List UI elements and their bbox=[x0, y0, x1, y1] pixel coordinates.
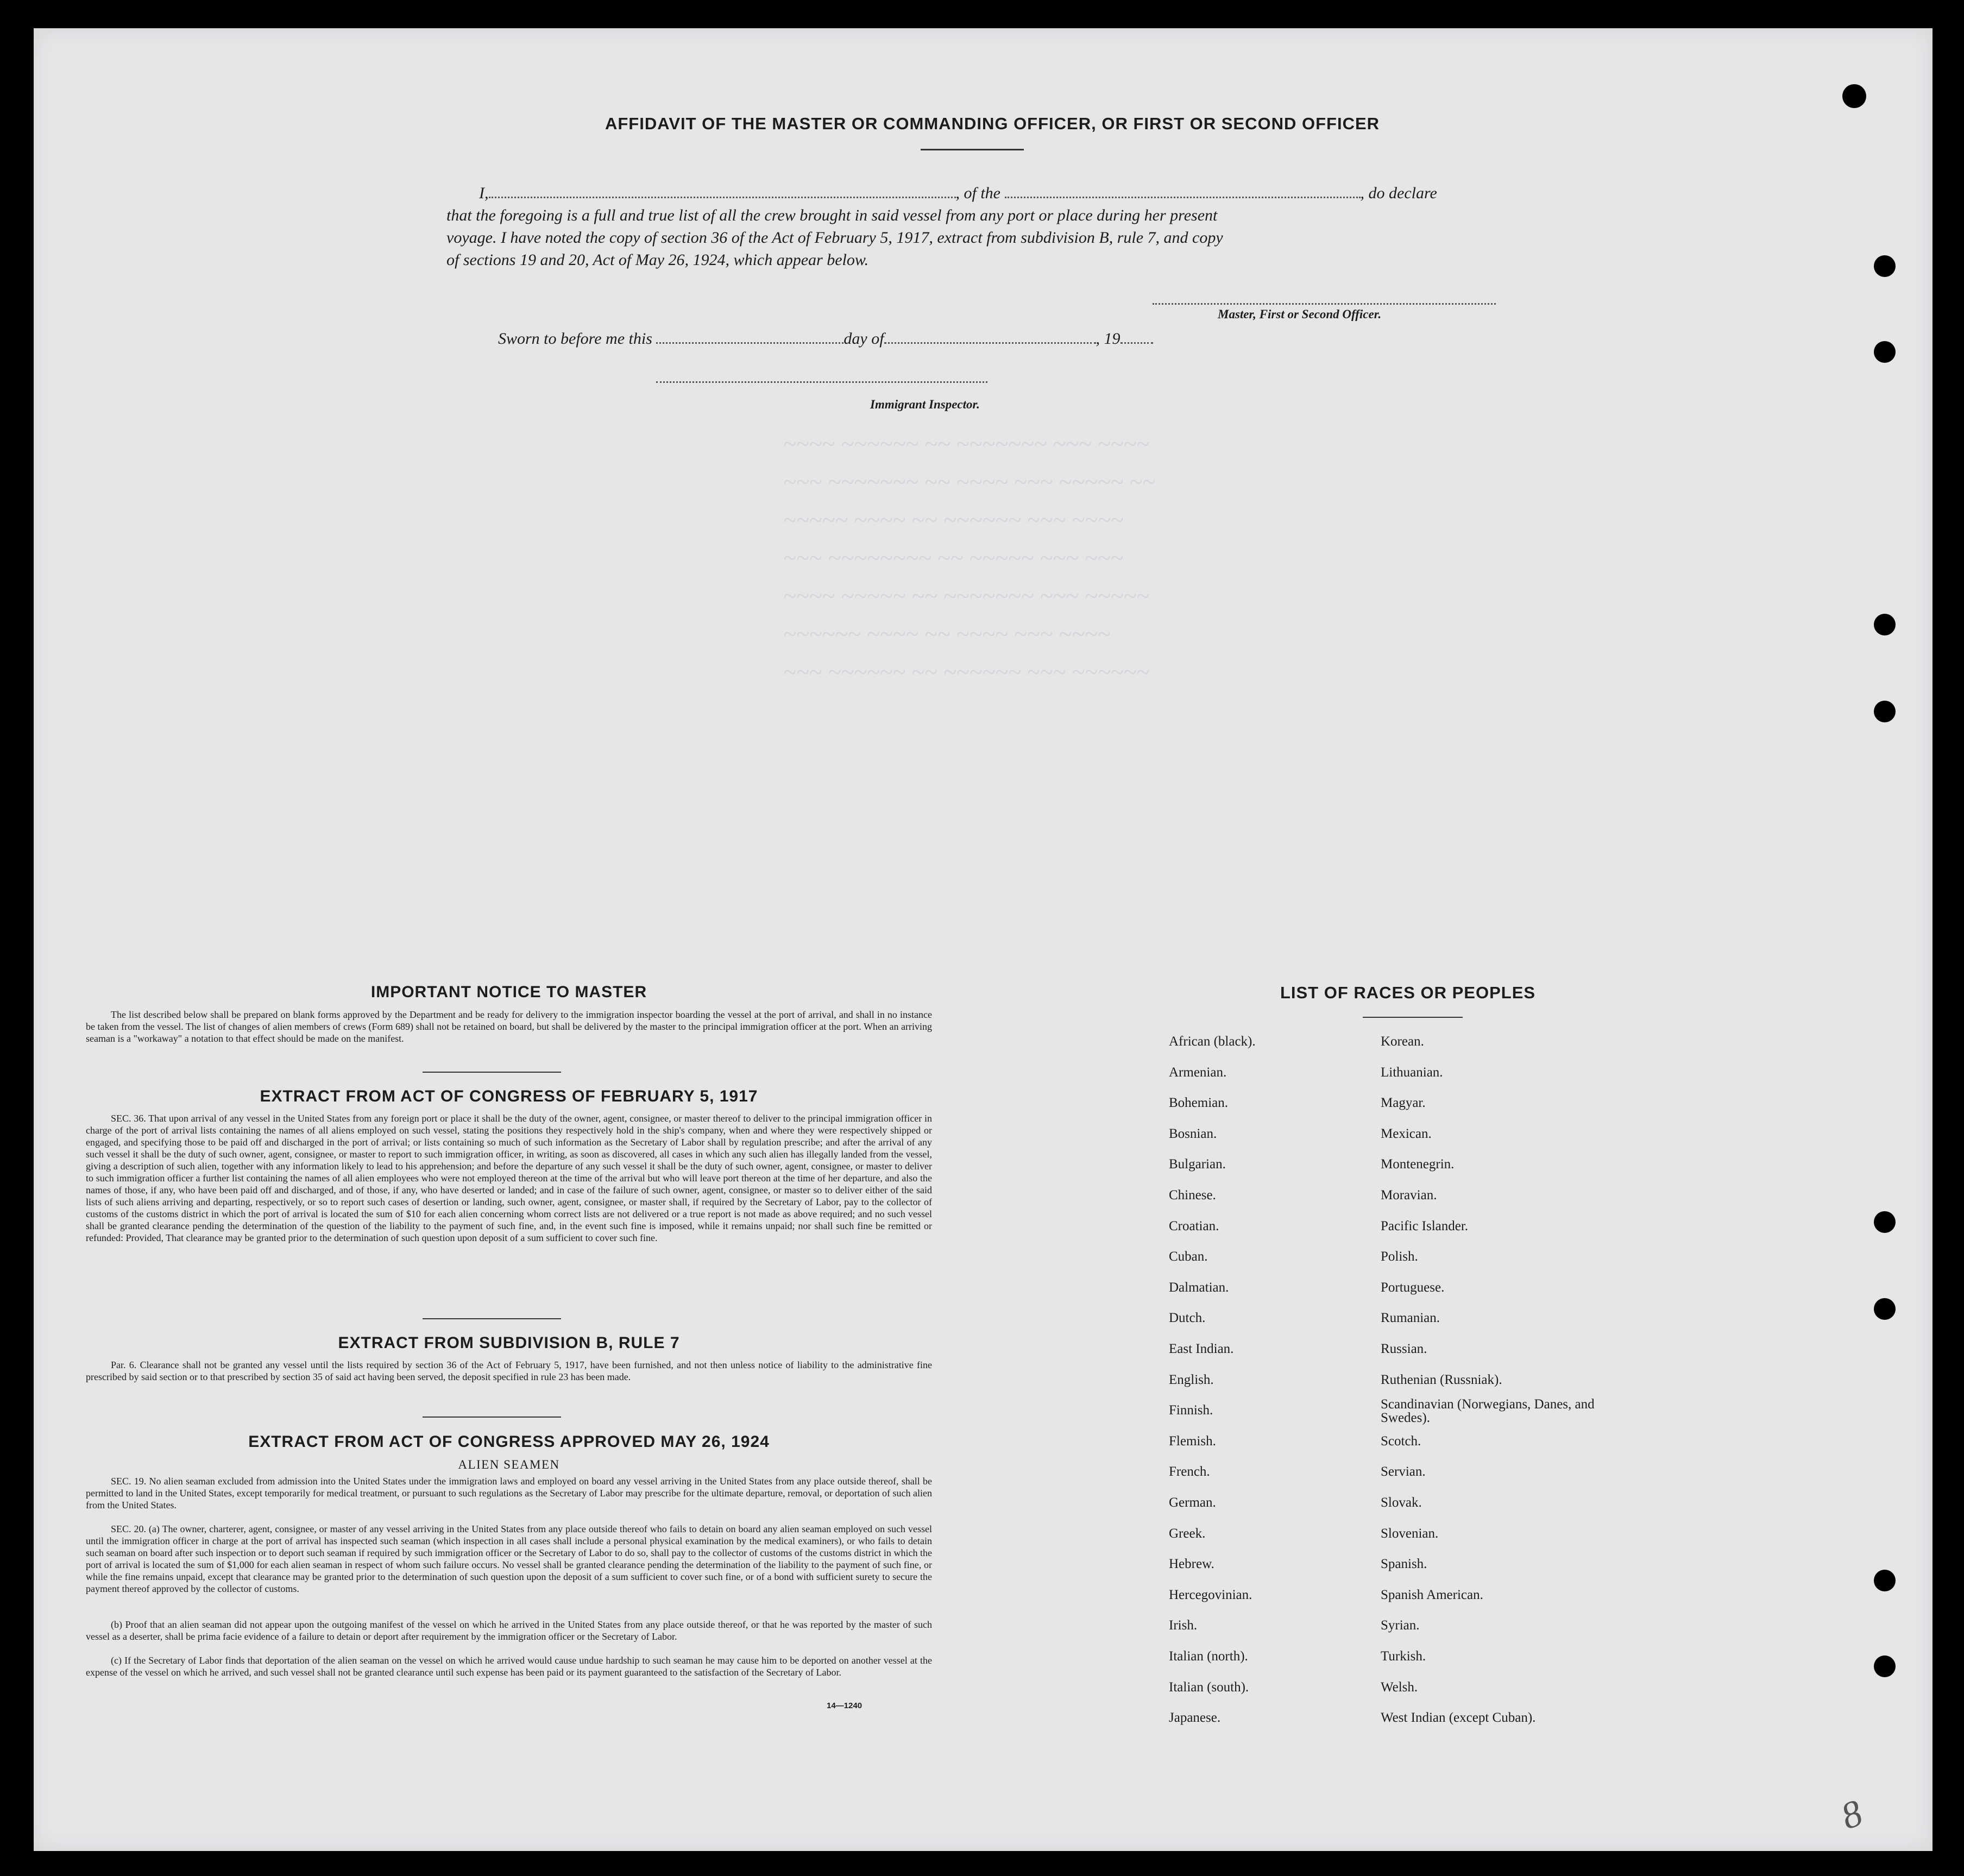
binder-hole bbox=[1874, 341, 1896, 363]
race-item: Japanese. bbox=[1169, 1710, 1221, 1726]
binder-hole bbox=[1842, 84, 1866, 108]
affidavit-title: AFFIDAVIT OF THE MASTER OR COMMANDING OFFICER, OR FIRST OR SECOND OFFICER bbox=[605, 114, 1380, 133]
race-item: Flemish. bbox=[1169, 1433, 1216, 1449]
sworn-month-blank[interactable] bbox=[884, 342, 1096, 344]
extract-1924-subtitle: ALIEN SEAMEN bbox=[458, 1458, 560, 1471]
page-number-mark: 8 bbox=[1835, 1792, 1868, 1838]
sworn-year-blank[interactable] bbox=[1121, 342, 1153, 344]
year-prefix: , 19 bbox=[1096, 330, 1121, 348]
affidavit-i: I, bbox=[479, 184, 489, 202]
bleed-through-text: ~~~~ ~~~~~~ ~~ ~~~~~~~ ~~~ ~~~~ bbox=[783, 431, 1149, 457]
race-item: Moravian. bbox=[1381, 1188, 1437, 1203]
bleed-through-text: ~~~ ~~~~~~ ~~ ~~~~~~ ~~~ ~~~~~~ bbox=[783, 659, 1149, 685]
race-item: German. bbox=[1169, 1495, 1216, 1510]
title-divider bbox=[921, 149, 1024, 150]
affidavit-do-declare: , do declare bbox=[1360, 184, 1437, 202]
race-item: Spanish American. bbox=[1381, 1587, 1483, 1602]
affidavit-line-2: that the foregoing is a full and true list of all the crew brought in said vessel from any port or place during her present bbox=[446, 206, 1218, 224]
race-item: Scotch. bbox=[1381, 1433, 1421, 1449]
race-item: Spanish. bbox=[1381, 1557, 1427, 1572]
race-item: West Indian (except Cuban). bbox=[1381, 1710, 1536, 1726]
race-item: Chinese. bbox=[1169, 1188, 1216, 1203]
race-item: Irish. bbox=[1169, 1618, 1198, 1633]
race-item: Hercegovinian. bbox=[1169, 1587, 1252, 1602]
race-item: Italian (north). bbox=[1169, 1649, 1248, 1664]
affidavit-line-3: voyage. I have noted the copy of section 36 of the Act of February 5, 1917, extract from subdivision B, rule 7, and copy bbox=[446, 229, 1223, 247]
race-item: Bohemian. bbox=[1169, 1096, 1229, 1111]
subdivision-b-title: EXTRACT FROM SUBDIVISION B, RULE 7 bbox=[338, 1334, 680, 1352]
race-item: Italian (south). bbox=[1169, 1679, 1249, 1695]
binder-hole bbox=[1874, 1298, 1896, 1320]
sworn-day-blank[interactable] bbox=[656, 342, 843, 344]
race-item: Dalmatian. bbox=[1169, 1280, 1229, 1295]
race-item: Portuguese. bbox=[1381, 1280, 1445, 1295]
race-item: English. bbox=[1169, 1372, 1214, 1387]
name-blank[interactable] bbox=[489, 197, 956, 198]
affidavit-line-1 bbox=[446, 182, 1437, 204]
race-item: Hebrew. bbox=[1169, 1557, 1214, 1572]
race-item: East Indian. bbox=[1169, 1342, 1234, 1356]
sworn-text: Sworn to before me this bbox=[498, 330, 652, 348]
races-title: LIST OF RACES OR PEOPLES bbox=[1280, 983, 1536, 1002]
binder-hole bbox=[1874, 614, 1896, 635]
divider bbox=[423, 1417, 561, 1418]
inspector-signature-label: Immigrant Inspector. bbox=[870, 398, 980, 411]
master-signature-label: Master, First or Second Officer. bbox=[1218, 307, 1382, 321]
extract-1924-sec19: SEC. 19. No alien seaman excluded from admission into the United States under the immigration laws and employed on board any vessel arriving in the United States from any place outside thereof, shall be permitted to land in the United States, except temporarily for medical treatment, or pursuant to such regulations as the Secretary of Labor may prescribe for the ultimate departure, removal, or deportation of such alien from the United States. bbox=[86, 1476, 932, 1510]
extract-1917-text: SEC. 36. That upon arrival of any vessel in the United States from any foreign port or place it shall be the duty of the owner, agent, consignee, or master thereof to deliver to the principal immigration officer in charge of the port of arrival lists containing the names of all aliens employed on such vessel, stating the positions they respectively hold in the ship's company, when and where they were respectively shipped or engaged, and specifying those to be paid off and discharged in the port of arrival; or lists containing so much of such information as the Secretary of Labor shall by regulation prescribe; and after the arrival of any such vessel it shall be the duty of such owner, agent, consignee, or master to report to such immigration officer, in writing, as soon as discovered, all cases in which any such alien has illegally landed from the vessel, giving a description of such alien, together with any information likely to lead to his apprehension; and before the departure of any such vessel it shall be the duty of such owner, agent, consignee, or master to deliver to such immigration officer a further list containing the names of all alien employees who were not employed thereon at the time of the arrival but who will leave port thereon at the time of her departure, and also the names of those, if any, who have been paid off and discharged, and of those, if any, who have deserted or landed; and in case of the failure of such owner, agent, consignee, or master so to deliver either of the said lists of such aliens arriving and departing, respectively, or so to report such cases of desertion or landing, such owner, agent, consignee, or master shall, if required by the Secretary of Labor, pay to the collector of customs of the customs district in which the port of arrival is located the sum of $10 for each alien concerning whom correct lists are not delivered or a true report is not made as above required; and no such vessel shall be granted clearance pending the determination of the question of the liability to the payment of such fine, and, in the event such fine is imposed, while it remains unpaid; nor shall such fine be remitted or refunded: Provided, That clearance may be granted prior to the determination of such question upon deposit of a sum sufficient to cover such fine. bbox=[86, 1113, 932, 1243]
race-item: Turkish. bbox=[1381, 1649, 1426, 1664]
race-item: Greek. bbox=[1169, 1526, 1206, 1541]
race-item: Rumanian. bbox=[1381, 1311, 1440, 1326]
document-sheet bbox=[34, 28, 1932, 1851]
race-item: Cuban. bbox=[1169, 1249, 1208, 1264]
race-item: Slovenian. bbox=[1381, 1526, 1439, 1541]
master-signature-line[interactable] bbox=[1153, 303, 1496, 305]
bleed-through-text: ~~~~ ~~~~~ ~~ ~~~~~~~ ~~~ ~~~~~ bbox=[783, 583, 1149, 609]
inspector-signature-line[interactable] bbox=[656, 381, 987, 383]
divider bbox=[423, 1072, 561, 1073]
affidavit-line-4: of sections 19 and 20, Act of May 26, 1924, which appear below. bbox=[446, 251, 869, 269]
sworn-line bbox=[498, 328, 1153, 350]
notice-title: IMPORTANT NOTICE TO MASTER bbox=[370, 983, 647, 1001]
race-item: Korean. bbox=[1381, 1034, 1424, 1049]
race-item: Ruthenian (Russniak). bbox=[1381, 1372, 1502, 1387]
race-item: Bulgarian. bbox=[1169, 1157, 1226, 1172]
subdivision-b-text: Par. 6. Clearance shall not be granted any vessel until the lists required by section 36 of the Act of February 5, 1917, have been furnished, and not then unless notice of liability to the administrative fine prescribed by said section or to that prescribed by section 35 of said act having been served, the deposit specified in rule 23 has been made. bbox=[86, 1359, 932, 1382]
race-item: Dutch. bbox=[1169, 1311, 1206, 1326]
extract-1924-title: EXTRACT FROM ACT OF CONGRESS APPROVED MAY 26, 1924 bbox=[248, 1433, 770, 1451]
race-item: Armenian. bbox=[1169, 1065, 1227, 1080]
extract-1924-sec20a: SEC. 20. (a) The owner, charterer, agent, consignee, or master of any vessel arriving in the United States from any place outside thereof who fails to detain on board any alien seaman employed on such vessel until the immigration officer in charge at the port of arrival has inspected such seaman (which inspection in all cases shall include a personal physical examination by the medical examiners), or who fails to detain such seaman on board after such inspection or to deport such seaman if required by such immigration officer or the Secretary of Labor to do so, shall pay to the collector of customs of the customs district in which the port of arrival is located the sum of $1,000 for each alien seaman in respect of whom such failure occurs. No vessel shall be granted clearance pending the determination of the liability to the payment of such fine, or while the fine remains unpaid, except that clearance may be granted prior to the determination of such question upon the deposit of a sum sufficient to cover such fine, or of a bond with sufficient surety to secure the payment thereof approved by the collector of customs. bbox=[86, 1524, 932, 1594]
binder-hole bbox=[1874, 1211, 1896, 1233]
binder-hole bbox=[1874, 255, 1896, 277]
race-item: Scandinavian (Norwegians, Danes, and Swedes). bbox=[1381, 1397, 1595, 1426]
race-item: Montenegrin. bbox=[1381, 1157, 1455, 1172]
race-item: African (black). bbox=[1169, 1034, 1256, 1049]
form-number: 14—1240 bbox=[827, 1701, 863, 1710]
extract-1924-sec20b: (b) Proof that an alien seaman did not appear upon the outgoing manifest of the vessel on which he arrived in the United States from any place outside thereof, or that he was reported by the master of such vessel as a deserter, shall be prima facie evidence of a failure to detain or deport after requirement by the immigration officer or the Secretary of Labor. bbox=[86, 1619, 932, 1642]
extract-1917-title: EXTRACT FROM ACT OF CONGRESS OF FEBRUARY 5, 1917 bbox=[260, 1087, 758, 1105]
vessel-blank[interactable] bbox=[1005, 197, 1361, 198]
race-item: Croatian. bbox=[1169, 1218, 1219, 1233]
race-item: Russian. bbox=[1381, 1342, 1427, 1356]
extract-1924-sec20c: (c) If the Secretary of Labor finds that deportation of the alien seaman on the vessel on which he arrived would cause undue hardship to such seaman he may cause him to be deported on another vessel at the expense of the vessel on which he arrived, and such vessel shall not be granted clearance until such expense has been paid or its payment guaranteed to the satisfaction of the Secretary of Labor. bbox=[86, 1655, 932, 1678]
divider bbox=[1363, 1017, 1463, 1018]
binder-hole bbox=[1874, 1655, 1896, 1677]
race-item: Mexican. bbox=[1381, 1126, 1432, 1141]
binder-hole bbox=[1874, 701, 1896, 722]
race-item: Syrian. bbox=[1381, 1618, 1420, 1633]
bleed-through-text: ~~~ ~~~~~~~~ ~~ ~~~~~ ~~~ ~~~ bbox=[783, 545, 1124, 571]
notice-text: The list described below shall be prepared on blank forms approved by the Department and be ready for delivery to the immigration inspector boarding the vessel at the port of arrival, and shall in no instance be taken from the vessel. The list of changes of alien members of crews (Form 689) shall not be retained on board, but shall be delivered by the master to the principal immigration officer at the port. When an arriving seaman is a "workaway" a notation to that effect should be made on the manifest. bbox=[86, 1009, 932, 1044]
race-item: Lithuanian. bbox=[1381, 1065, 1443, 1080]
bleed-through-text: ~~~ ~~~~~~~ ~~ ~~~~ ~~~ ~~~~~ ~~ bbox=[783, 469, 1155, 495]
race-item: Finnish. bbox=[1169, 1403, 1213, 1418]
bleed-through-text: ~~~~~~ ~~~~ ~~ ~~~~ ~~~ ~~~~ bbox=[783, 621, 1111, 647]
bleed-through-text: ~~~~~ ~~~~ ~~ ~~~~~~ ~~~ ~~~~ bbox=[783, 507, 1124, 533]
binder-hole bbox=[1874, 1570, 1896, 1591]
race-item: Polish. bbox=[1381, 1249, 1418, 1264]
race-item: Magyar. bbox=[1381, 1096, 1426, 1111]
race-item: Slovak. bbox=[1381, 1495, 1422, 1510]
race-item: Welsh. bbox=[1381, 1679, 1418, 1695]
race-item: French. bbox=[1169, 1464, 1210, 1480]
day-of-text: day of bbox=[843, 330, 884, 348]
affidavit-of-the: , of the bbox=[955, 184, 1000, 202]
race-item: Pacific Islander. bbox=[1381, 1218, 1469, 1233]
race-item: Bosnian. bbox=[1169, 1126, 1217, 1141]
divider bbox=[423, 1318, 561, 1319]
race-item: Servian. bbox=[1381, 1464, 1426, 1480]
